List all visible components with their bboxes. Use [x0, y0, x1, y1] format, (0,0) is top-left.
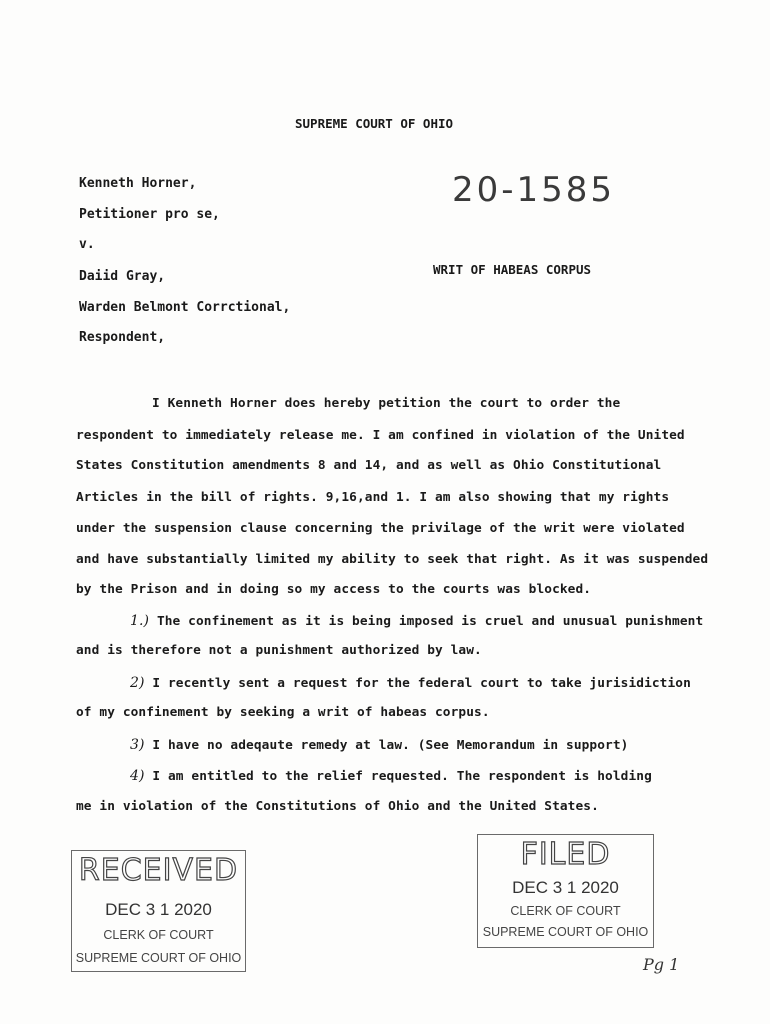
numbered-item-2	[130, 675, 691, 691]
item-text-continued: me in violation of the Constitutions of Ohio and the United States.	[76, 799, 599, 814]
caption-respondent-role: Respondent,	[79, 330, 166, 345]
numbered-item-1	[130, 613, 703, 629]
received-stamp-date: DEC 3 1 2020	[105, 900, 212, 919]
item-text: I have no adeqaute remedy at law. (See Memorandum in support)	[152, 738, 629, 753]
item-number: 4)	[130, 768, 145, 784]
body-line: and have substantially limited my ability to seek that right. As it was suspended	[76, 552, 709, 567]
caption-petitioner-role: Petitioner pro se,	[79, 207, 220, 222]
filed-stamp-clerk: CLERK OF COURT	[510, 904, 621, 918]
item-number: 3)	[130, 737, 145, 753]
body-line: Articles in the bill of rights. 9,16,and 1. I am also showing that my rights	[76, 490, 670, 505]
item-number: 2)	[130, 675, 145, 691]
item-number: 1.)	[130, 613, 150, 629]
caption-respondent-title: Warden Belmont Corrctional,	[79, 300, 291, 315]
caption-versus: v.	[79, 237, 95, 252]
court-heading: SUPREME COURT OF OHIO	[295, 116, 454, 131]
filed-stamp-date: DEC 3 1 2020	[512, 878, 619, 897]
body-line: States Constitution amendments 8 and 14, and as well as Ohio Constitutional	[76, 458, 662, 473]
page-number-mark: Pg 1	[643, 955, 680, 974]
received-stamp-label: RECEIVED	[78, 853, 239, 888]
numbered-item-3	[130, 737, 628, 753]
caption-petitioner-name: Kenneth Horner,	[79, 176, 197, 191]
caption-respondent-name: Daiid Gray,	[79, 269, 166, 284]
filed-stamp	[477, 834, 654, 948]
body-line: respondent to immediately release me. I am confined in violation of the United	[76, 428, 685, 443]
received-stamp-clerk: CLERK OF COURT	[103, 928, 214, 942]
case-number: 20-1585	[452, 170, 616, 210]
body-line: by the Prison and in doing so my access to the courts was blocked.	[76, 582, 592, 597]
item-text-continued: of my confinement by seeking a writ of habeas corpus.	[76, 705, 490, 720]
filed-stamp-label: FILED	[520, 837, 611, 872]
received-stamp-court: SUPREME COURT OF OHIO	[75, 951, 242, 965]
received-stamp	[71, 850, 246, 972]
body-line: under the suspension clause concerning the privilage of the writ were violated	[76, 521, 685, 536]
item-text: I am entitled to the relief requested. The respondent is holding	[152, 769, 652, 784]
item-text-continued: and is therefore not a punishment authorized by law.	[76, 643, 482, 658]
body-line: I Kenneth Horner does hereby petition the court to order the	[152, 396, 621, 411]
item-text: The confinement as it is being imposed is cruel and unusual punishment	[156, 614, 704, 629]
document-title: WRIT OF HABEAS CORPUS	[433, 262, 592, 277]
item-text: I recently sent a request for the federal court to take jurisidiction	[152, 676, 691, 691]
numbered-item-4	[130, 768, 652, 784]
filed-stamp-court: SUPREME COURT OF OHIO	[482, 925, 649, 939]
